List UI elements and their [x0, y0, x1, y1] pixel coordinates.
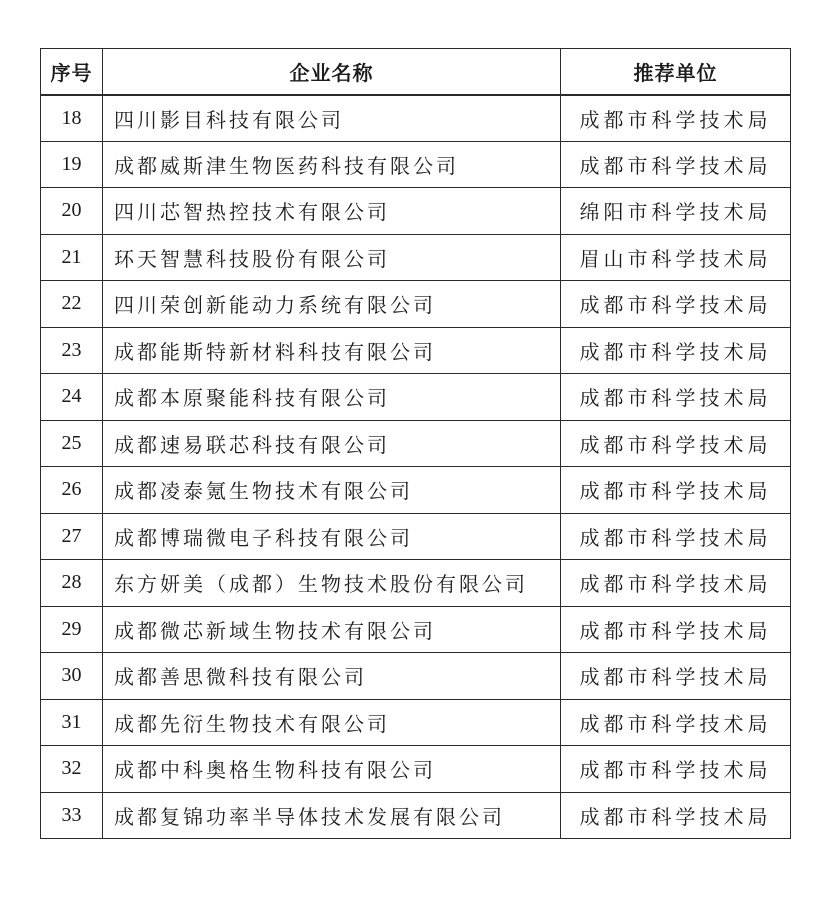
- company-name-cell: 成都复锦功率半导体技术发展有限公司: [103, 792, 561, 839]
- recommending-unit-cell: 成都市科学技术局: [561, 281, 791, 328]
- serial-number-cell: 23: [41, 327, 103, 374]
- table-row: [41, 606, 791, 653]
- company-name-cell: 成都中科奥格生物科技有限公司: [103, 746, 561, 793]
- recommending-unit-cell: 成都市科学技术局: [561, 95, 791, 142]
- serial-number-cell: 27: [41, 513, 103, 560]
- recommending-unit-cell: 成都市科学技术局: [561, 560, 791, 607]
- header-recommending-unit: 推荐单位: [561, 49, 791, 95]
- serial-number-cell: 30: [41, 653, 103, 700]
- table-row: [41, 141, 791, 188]
- company-name-cell: 四川影目科技有限公司: [103, 95, 561, 142]
- table-row: [41, 188, 791, 235]
- recommending-unit-cell: 成都市科学技术局: [561, 467, 791, 514]
- header-serial-number: 序号: [41, 49, 103, 95]
- serial-number-cell: 18: [41, 95, 103, 142]
- table-row: [41, 95, 791, 142]
- table-row: [41, 374, 791, 421]
- table-row: [41, 792, 791, 839]
- company-name-cell: 成都凌泰氪生物技术有限公司: [103, 467, 561, 514]
- company-name-cell: 成都善思微科技有限公司: [103, 653, 561, 700]
- table-row: [41, 467, 791, 514]
- table-row: [41, 420, 791, 467]
- company-name-cell: 成都微芯新域生物技术有限公司: [103, 606, 561, 653]
- serial-number-cell: 21: [41, 234, 103, 281]
- table-row: [41, 234, 791, 281]
- table-row: [41, 281, 791, 328]
- recommending-unit-cell: 成都市科学技术局: [561, 327, 791, 374]
- company-name-cell: 东方妍美（成都）生物技术股份有限公司: [103, 560, 561, 607]
- recommending-unit-cell: 成都市科学技术局: [561, 374, 791, 421]
- company-name-cell: 成都能斯特新材料科技有限公司: [103, 327, 561, 374]
- company-name-cell: 成都速易联芯科技有限公司: [103, 420, 561, 467]
- table-body: [41, 95, 791, 839]
- company-name-cell: 四川荣创新能动力系统有限公司: [103, 281, 561, 328]
- serial-number-cell: 19: [41, 141, 103, 188]
- serial-number-cell: 31: [41, 699, 103, 746]
- serial-number-cell: 28: [41, 560, 103, 607]
- serial-number-cell: 26: [41, 467, 103, 514]
- recommending-unit-cell: 眉山市科学技术局: [561, 234, 791, 281]
- table-row: [41, 699, 791, 746]
- company-name-cell: 成都本原聚能科技有限公司: [103, 374, 561, 421]
- company-name-cell: 成都博瑞微电子科技有限公司: [103, 513, 561, 560]
- table-row: [41, 327, 791, 374]
- recommending-unit-cell: 成都市科学技术局: [561, 606, 791, 653]
- recommending-unit-cell: 绵阳市科学技术局: [561, 188, 791, 235]
- serial-number-cell: 22: [41, 281, 103, 328]
- serial-number-cell: 32: [41, 746, 103, 793]
- serial-number-cell: 20: [41, 188, 103, 235]
- company-name-cell: 环天智慧科技股份有限公司: [103, 234, 561, 281]
- recommending-unit-cell: 成都市科学技术局: [561, 699, 791, 746]
- table-row: [41, 513, 791, 560]
- table-header-row: [41, 49, 791, 95]
- serial-number-cell: 24: [41, 374, 103, 421]
- recommending-unit-cell: 成都市科学技术局: [561, 513, 791, 560]
- serial-number-cell: 33: [41, 792, 103, 839]
- recommending-unit-cell: 成都市科学技术局: [561, 746, 791, 793]
- table-row: [41, 653, 791, 700]
- company-list-table: [40, 48, 791, 839]
- recommending-unit-cell: 成都市科学技术局: [561, 141, 791, 188]
- serial-number-cell: 25: [41, 420, 103, 467]
- header-company-name: 企业名称: [103, 49, 561, 95]
- company-name-cell: 成都先衍生物技术有限公司: [103, 699, 561, 746]
- company-name-cell: 四川芯智热控技术有限公司: [103, 188, 561, 235]
- recommending-unit-cell: 成都市科学技术局: [561, 792, 791, 839]
- recommending-unit-cell: 成都市科学技术局: [561, 653, 791, 700]
- serial-number-cell: 29: [41, 606, 103, 653]
- company-name-cell: 成都威斯津生物医药科技有限公司: [103, 141, 561, 188]
- table-row: [41, 560, 791, 607]
- table-row: [41, 746, 791, 793]
- recommending-unit-cell: 成都市科学技术局: [561, 420, 791, 467]
